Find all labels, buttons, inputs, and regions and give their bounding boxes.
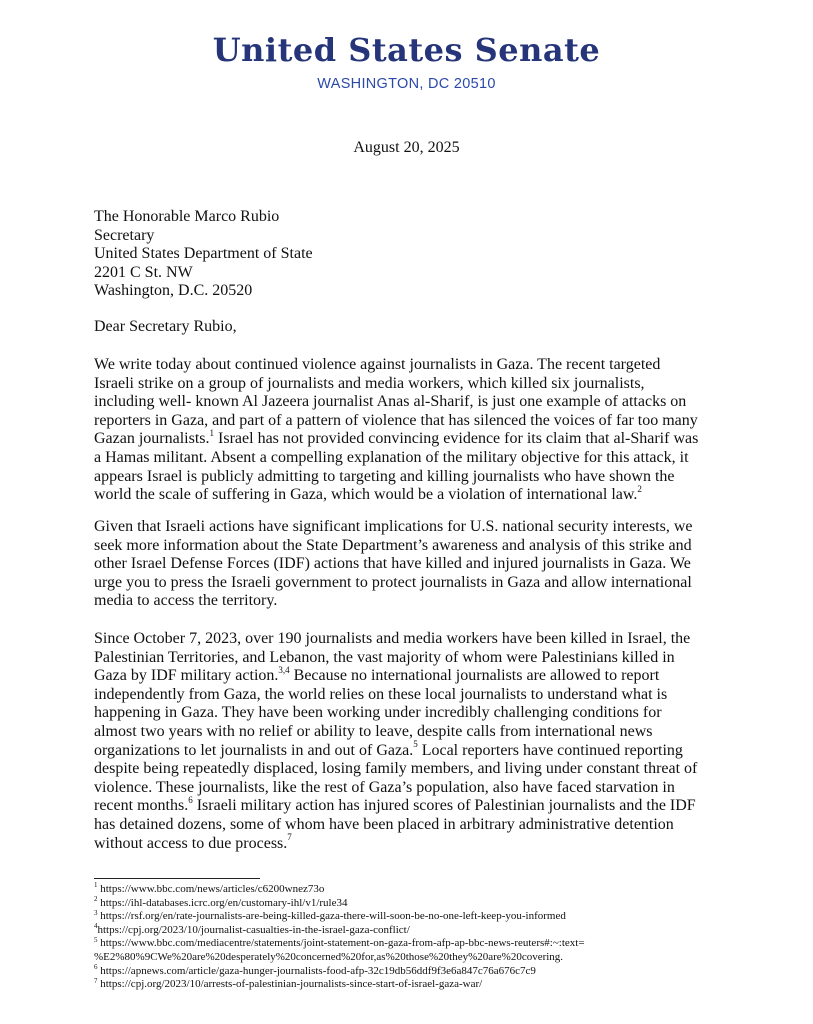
footnote-number: 3 <box>94 908 98 917</box>
footnote-5 <box>94 937 585 951</box>
paragraph-line: urge you to press the Israeli government to protect journalists in Gaza and allow international <box>94 573 692 591</box>
footnote-number: 5 <box>94 935 98 944</box>
paragraph-line <box>94 430 744 449</box>
footnote-link[interactable]: https://rsf.org/en/rate-journalists-are-being-killed-gaza-there-will-soon-be-no-one-left-keep-you-informed <box>97 910 566 923</box>
line-text: Gazan journalists. <box>94 430 210 448</box>
paragraph-1 <box>94 356 744 505</box>
paragraph-line: violence. These journalists, like the rest of Gaza’s population, also have faced starvation in <box>94 778 675 796</box>
recipient-block <box>94 208 313 301</box>
paragraph-3 <box>94 630 744 853</box>
paragraph-line: Given that Israeli actions have significant implications for U.S. national security interests, we <box>94 518 693 535</box>
paragraph-line: Palestinian Territories, and Lebanon, the vast majority of whom were Palestinians killed in <box>94 648 675 666</box>
recipient-line: Washington, D.C. 20520 <box>94 282 253 300</box>
letterhead <box>0 31 813 92</box>
paragraph-line: independently from Gaza, the world relies on these local journalists to understand what is <box>94 685 668 703</box>
paragraph-line: seek more information about the State Department’s awareness and analysis of this strike and <box>94 536 692 554</box>
letter-date: August 20, 2025 <box>353 139 460 156</box>
line-text: recent months. <box>94 797 189 815</box>
footnote-link[interactable]: %E2%80%9CWe%20are%20desperately%20concerned%20for,as%20those%20they%20are%20covering. <box>94 950 564 963</box>
footnote-link[interactable]: https://www.bbc.com/mediacentre/statements/joint-statement-on-gaza-from-afp-ap-bbc-news-reuters#:~:text= <box>97 937 585 950</box>
paragraph-line <box>94 739 744 761</box>
paragraph-line: appears Israel is publicly admitting to targeting and killing journalists who have shown the <box>94 467 675 485</box>
paragraph-line: including well- known Al Jazeera journalist Anas al-Sharif, is just one example of attacks on <box>94 393 687 411</box>
footnote-7 <box>94 978 585 992</box>
line-text: Israel has not provided convincing evidence for its claim that al-Sharif was <box>214 430 699 448</box>
line-text: Local reporters have continued reporting <box>417 741 683 759</box>
footnote-ref: 3,4 <box>278 664 290 675</box>
footnote-2 <box>94 894 585 911</box>
footnotes <box>94 883 585 992</box>
footnote-5-continued <box>94 951 585 965</box>
footnote-number: 2 <box>94 894 98 903</box>
footnote-6 <box>94 962 585 979</box>
paragraph-line: Israeli strike on a group of journalists and media workers, which killed six journalists, <box>94 374 645 392</box>
footnote-ref: 1 <box>209 428 215 439</box>
paragraph-line: media to access the territory. <box>94 592 278 610</box>
footnote-ref: 6 <box>188 795 193 806</box>
footnote-1 <box>94 883 585 897</box>
recipient-line: United States Department of State <box>94 245 313 263</box>
paragraph-line: We write today about continued violence against journalists in Gaza. The recent targeted <box>94 356 661 373</box>
recipient-line: Secretary <box>94 226 155 244</box>
paragraph-line <box>94 664 744 686</box>
letterhead-address: WASHINGTON, DC 20510 <box>317 76 496 92</box>
line-text: without access to due process. <box>94 834 288 852</box>
footnote-number: 7 <box>94 976 98 985</box>
line-text: Israeli military action has injured scores of Palestinian journalists and the IDF <box>192 797 696 815</box>
paragraph-line: a Hamas militant. Absent a compelling explanation of the military objective for this attack, it <box>94 448 689 466</box>
footnote-link[interactable]: https://cpj.org/2023/10/arrests-of-palestinian-journalists-since-start-of-israel-gaza-war/ <box>97 978 483 991</box>
footnote-divider <box>94 878 260 879</box>
footnote-link[interactable]: https://apnews.com/article/gaza-hunger-journalists-food-afp-32c19db56ddf9f3e6a847c76a676c7c9 <box>97 964 536 977</box>
footnote-number: 4 <box>94 922 98 931</box>
paragraph-line: despite being repeatedly displaced, losing family members, and living under constant threat of <box>94 760 698 778</box>
recipient-line: 2201 C St. NW <box>94 263 193 281</box>
paragraph-line: happening in Gaza. They have been working under incredibly challenging conditions for <box>94 704 662 722</box>
footnote-3 <box>94 910 585 924</box>
footnote-number: 6 <box>94 962 98 971</box>
line-text: world the scale of suffering in Gaza, which would be a violation of international law. <box>94 486 638 504</box>
footnote-ref: 2 <box>637 483 642 494</box>
paragraph-line: reporters in Gaza, and part of a pattern of violence that has silenced the voices of far too many <box>94 411 698 429</box>
paragraph-line: has detained dozens, some of whom have been placed in arbitrary administrative detention <box>94 815 674 833</box>
footnote-link[interactable]: https://ihl-databases.icrc.org/en/customary-ihl/v1/rule34 <box>97 896 348 909</box>
recipient-line: The Honorable Marco Rubio <box>94 208 280 225</box>
paragraph-2 <box>94 518 744 611</box>
paragraph-line <box>94 832 744 854</box>
letterhead-title: United States Senate <box>212 31 601 69</box>
footnote-ref: 7 <box>287 832 292 843</box>
footnote-number: 1 <box>94 881 98 890</box>
footnote-link[interactable]: https://www.bbc.com/news/articles/c6200wnez73o <box>97 883 325 895</box>
line-text: organizations to let journalists in and out of Gaza. <box>94 741 414 759</box>
paragraph-line: other Israel Defense Forces (IDF) actions that have killed and injured journalists in Gaza. We <box>94 555 691 573</box>
paragraph-line <box>94 483 744 505</box>
paragraph-line <box>94 797 744 816</box>
salutation: Dear Secretary Rubio, <box>94 318 237 335</box>
line-text: Gaza by IDF military action. <box>94 667 279 685</box>
footnote-link[interactable]: https://cpj.org/2023/10/journalist-casualties-in-the-israel-gaza-conflict/ <box>97 923 410 936</box>
line-text: Because no international journalists are allowed to report <box>289 667 660 685</box>
paragraph-line: almost two years with no relief or ability to leave, despite calls from international news <box>94 722 653 740</box>
footnote-4 <box>94 924 585 938</box>
footnote-ref: 5 <box>413 739 418 750</box>
paragraph-line: Since October 7, 2023, over 190 journalists and media workers have been killed in Israel, the <box>94 630 691 647</box>
